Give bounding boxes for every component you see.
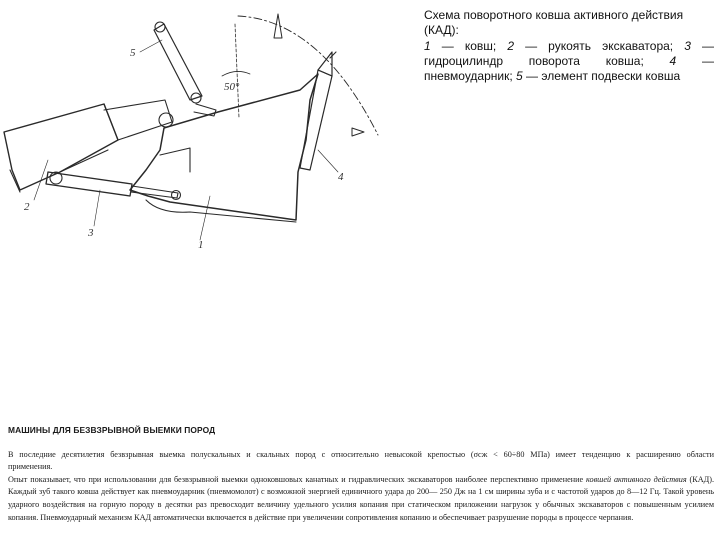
label-1: 1: [198, 239, 204, 251]
paragraph-2-start: Опыт показывает, что при использовании для безвзрывной выемки одноковшовых канатных и гидравлических экскаваторов наиболее перспективно применение: [8, 474, 586, 484]
arrow-right: [352, 128, 364, 136]
angle-label: 50°: [224, 81, 240, 93]
hammer-tip: [318, 52, 332, 76]
caption-title: Схема поворотного ковша активного действия (КАД):: [424, 8, 684, 37]
bucket-diagram: [0, 0, 420, 260]
legend-num: 5: [516, 69, 523, 83]
label-2: 2: [24, 201, 30, 213]
legend-text: — гидроцилиндр поворота ковша;: [424, 39, 714, 68]
caption-legend: [424, 39, 714, 84]
paragraph-2-end: (КАД). Каждый зуб такого ковша действует как пневмоударник (пневмомолот) с возможной энергией единичного удара до 200— 250 Дж на 1 см ширины зуба и с частотой ударов до 8—12 Гц. Такой уровень ударного воздействия на горную породу в десятки раз превосходит величину удельного усилия копания при статическом приложении нагрузок у обычных экскаваторов с повышенным усилием копания. Пневмоударный механизм КАД автоматически включается в действие при увеличении сопротивления копанию и обеспечивает разрушение породы в процессе черпания.: [8, 474, 714, 522]
legend-num: 4: [669, 54, 677, 68]
article-paragraph-1: В последние десятилетия безвзрывная выемка полускальных и скальных пород с относительно невысокой крепостью (σсж < 60÷80 МПа) имеет тенденцию к расширению области применения.: [8, 449, 714, 472]
excavator-stick: [4, 104, 118, 190]
article-paragraph-2: [8, 474, 714, 524]
legend-num: 1: [424, 39, 431, 53]
label-3: 3: [88, 227, 94, 239]
article: [8, 424, 714, 524]
suspension-link: [154, 24, 202, 100]
legend-text: — пневмоударник;: [424, 54, 714, 83]
legend-text: — элемент подвески ковша: [522, 69, 681, 83]
label-5: 5: [130, 47, 136, 59]
article-heading: МАШИНЫ ДЛЯ БЕЗВЗРЫВНОЙ ВЫЕМКИ ПОРОД: [8, 425, 216, 435]
figure-caption: [424, 8, 714, 84]
paragraph-2-emphasis: ковшей активного действия: [586, 474, 687, 484]
legend-text: — рукоять экскаватора;: [514, 39, 685, 53]
legend-num: 3: [684, 39, 691, 53]
hydraulic-cylinder: [46, 172, 132, 196]
label-4: 4: [338, 171, 344, 183]
legend-text: — ковш;: [430, 39, 508, 53]
bucket-body: [130, 74, 318, 220]
bucket-scheme-drawing: [0, 0, 420, 260]
legend-num: 2: [507, 39, 514, 53]
